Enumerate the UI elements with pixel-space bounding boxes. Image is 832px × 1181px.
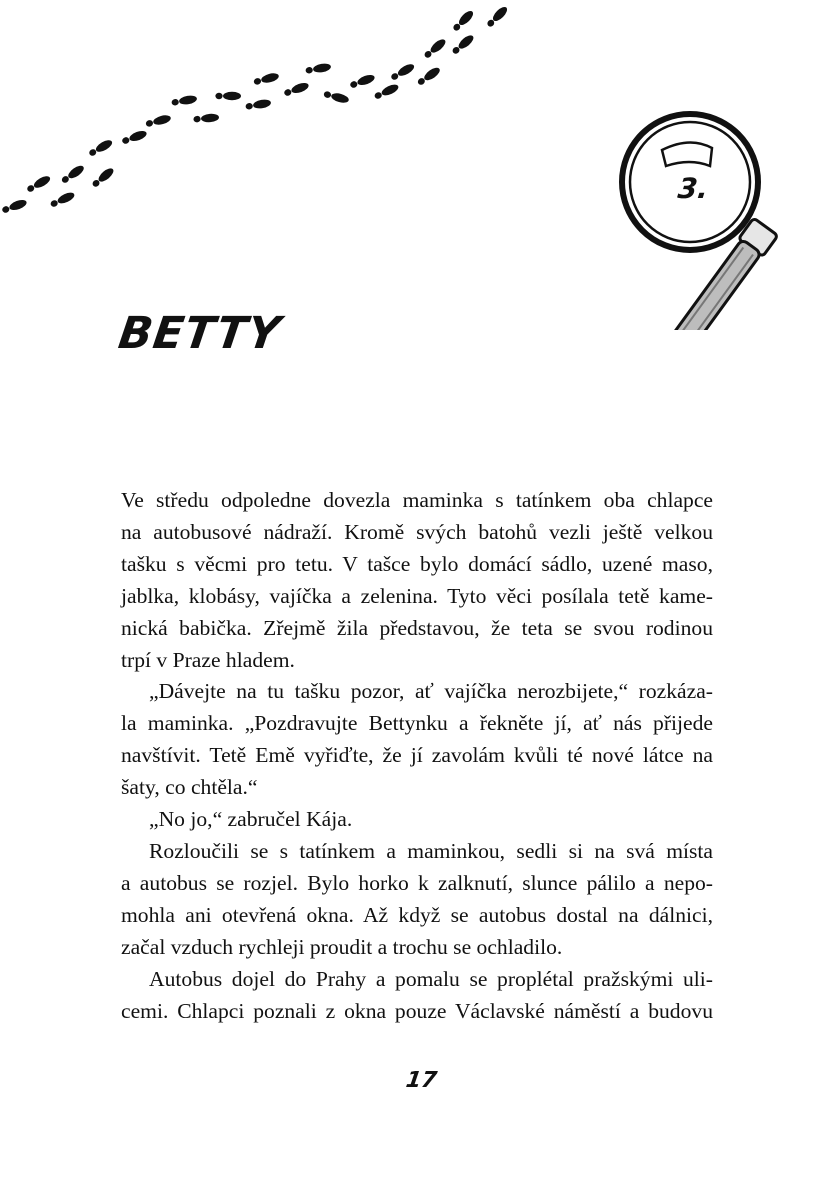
text-line: cemi. Chlapci poznali z okna pouze Václavské náměstí a budovu [121, 998, 713, 1023]
footprint [485, 5, 509, 29]
footprint [373, 82, 400, 100]
text-line: Rozloučili se s tatínkem a maminkou, sedli si na svá místa [149, 838, 713, 863]
footprint [215, 92, 241, 100]
footprint [390, 62, 416, 82]
footprint [245, 98, 272, 111]
text-line: na autobusové nádraží. Kromě svých batohů vezli ještě velkou [121, 519, 713, 544]
footprint [305, 62, 332, 75]
text-line: navštívit. Tetě Emě vyřiďte, že jí zavolám kvůli té nové látce na [121, 743, 713, 768]
paragraph [121, 676, 713, 804]
magnifying-glass-icon [600, 100, 832, 330]
footprint [451, 33, 476, 56]
text-line: „Dávejte na tu tašku pozor, ať vajíčka nerozbijete,“ rozkáza- [149, 679, 713, 704]
footprint [451, 9, 475, 33]
footprint [1, 198, 28, 215]
text-line: šaty, co chtěla.“ [121, 775, 258, 800]
text-line: a autobus se rozjel. Bylo horko k zalknutí, slunce pálilo a nepo- [121, 870, 713, 895]
footprint [145, 114, 172, 129]
footprint [91, 166, 116, 189]
text-line: la maminka. „Pozdravujte Bettynku a řekněte jí, ať nás přijede [121, 711, 713, 736]
text-line: tašku s věcmi pro tetu. V tašce bylo domácí sádlo, uzené maso, [121, 551, 713, 576]
text-line: Ve středu odpoledne dovezla maminka s tatínkem oba chlapce [121, 488, 713, 512]
text-line: nická babička. Zřejmě žila představou, že teta se svou rodinou [121, 615, 713, 640]
text-line: začal vzduch rychleji proudit a trochu se ochladilo. [121, 934, 563, 959]
footprint [171, 94, 198, 107]
chapter-body-text [121, 485, 713, 1027]
footprint [26, 174, 52, 194]
footprint [283, 81, 310, 98]
footprint [323, 90, 350, 105]
footprint [88, 138, 114, 158]
text-line: Autobus dojel do Prahy a pomalu se proplétal pražskými uli- [149, 966, 713, 991]
footprint [121, 129, 148, 146]
text-line: jablka, klobásy, vajíčka a zelenina. Tyto věci posílala tetě kame- [121, 583, 713, 608]
footprint [60, 163, 86, 185]
text-line: mohla ani otevřená okna. Až když se autobus dostal na dálnici, [121, 902, 713, 927]
paragraph [121, 836, 713, 964]
paragraph [121, 804, 713, 836]
page-number: 17 [404, 1068, 439, 1093]
text-line: „No jo,“ zabručel Kája. [149, 807, 353, 832]
footprint [349, 73, 376, 90]
footprint [253, 72, 280, 87]
footprint [193, 113, 219, 124]
footprint [49, 190, 76, 208]
text-line: trpí v Praze hladem. [121, 647, 295, 672]
paragraph [121, 485, 713, 676]
paragraph [121, 964, 713, 1028]
footprint [416, 65, 442, 87]
chapter-number: 3. [676, 172, 710, 205]
footprint [423, 37, 448, 60]
chapter-title: BETTY [115, 308, 285, 359]
